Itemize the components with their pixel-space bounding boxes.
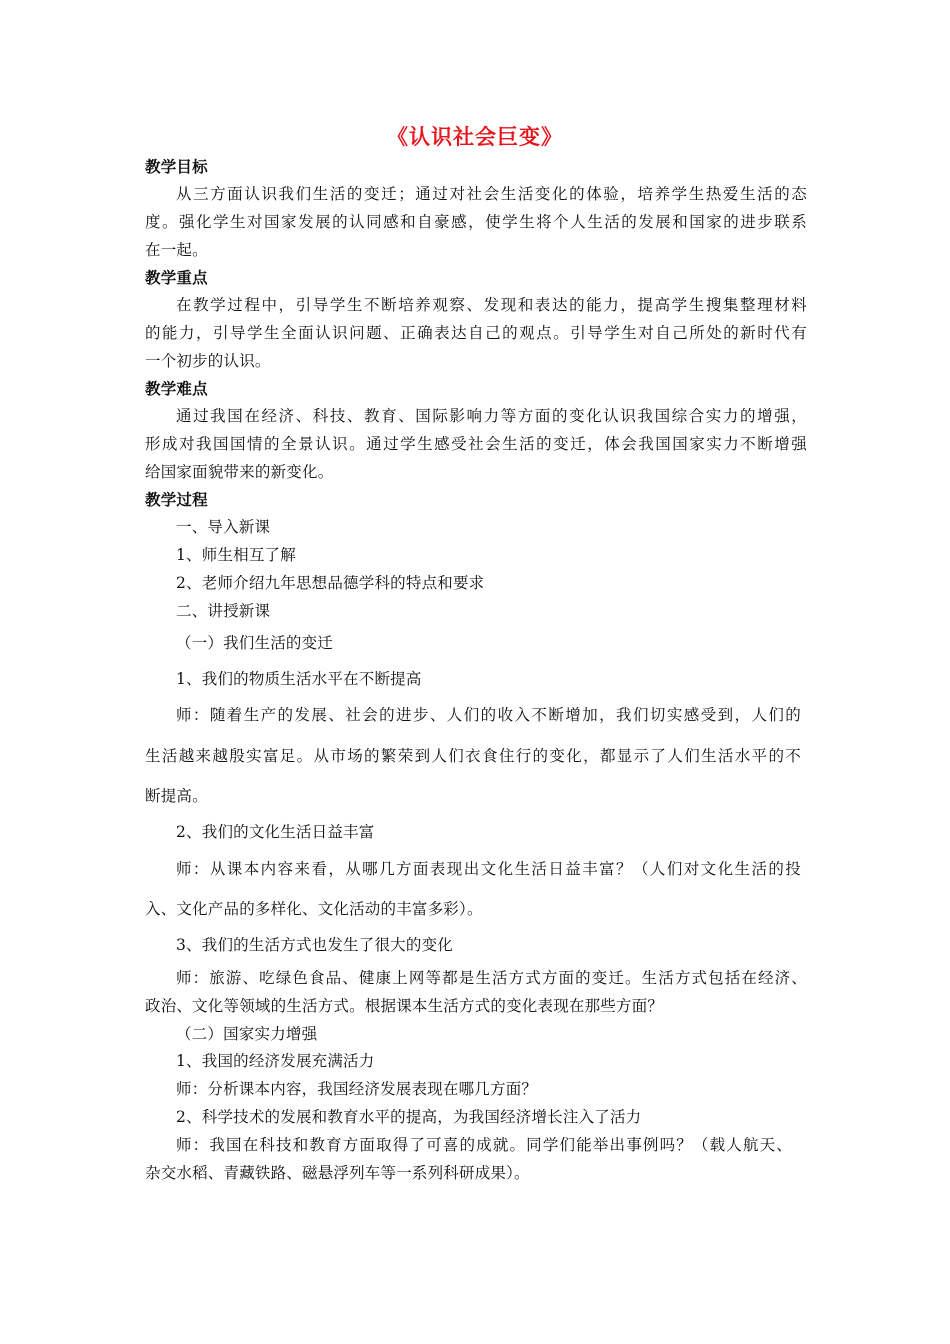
process-line: 断提高。 <box>145 787 208 805</box>
heading-key-points: 教学重点 <box>145 269 208 287</box>
paragraph-line: 给国家面貌带来的新变化。 <box>145 463 334 481</box>
heading-teaching-process: 教学过程 <box>145 491 208 509</box>
process-line: 3、我们的生活方式也发生了很大的变化 <box>176 936 453 954</box>
process-line: 二、讲授新课 <box>176 602 271 620</box>
paragraph-line: 从三方面认识我们生活的变迁；通过对社会生活变化的体验，培养学生热爱生活的态 <box>176 185 807 203</box>
paragraph-line: 在一起。 <box>145 241 208 259</box>
process-line: 师：旅游、吃绿色食品、健康上网等都是生活方式方面的变迁。生活方式包括在经济、 <box>176 969 807 987</box>
paragraph-line: 形成对我国国情的全景认识。通过学生感受社会生活的变迁，体会我国国家实力不断增强 <box>145 435 807 453</box>
paragraph-line: 的能力，引导学生全面认识问题、正确表达自己的观点。引导学生对自己所处的新时代有 <box>145 324 807 342</box>
process-line: 师：从课本内容来看，从哪几方面表现出文化生活日益丰富？（人们对文化生活的投 <box>176 860 801 878</box>
process-line: 1、我国的经济发展充满活力 <box>176 1052 375 1070</box>
process-line: 政治、文化等领域的生活方式。根据课本生活方式的变化表现在那些方面？ <box>145 997 664 1015</box>
heading-teaching-goals: 教学目标 <box>145 158 208 176</box>
process-line: 2、老师介绍九年思想品德学科的特点和要求 <box>176 574 485 592</box>
paragraph-line: 一个初步的认识。 <box>145 352 271 370</box>
process-line: 一、导入新课 <box>176 518 271 536</box>
process-line: 2、我们的文化生活日益丰富 <box>176 823 375 841</box>
process-line: 师：分析课本内容，我国经济发展表现在哪几方面？ <box>176 1080 538 1098</box>
paragraph-line: 通过我国在经济、科技、教育、国际影响力等方面的变化认识我国综合实力的增强， <box>176 407 807 425</box>
process-line: 师：我国在科技和教育方面取得了可喜的成就。同学们能举出事例吗？（载人航天、 <box>176 1136 792 1154</box>
process-line: 1、师生相互了解 <box>176 546 296 564</box>
process-line: （一）我们生活的变迁 <box>176 634 334 652</box>
process-line: 2、科学技术的发展和教育水平的提高，为我国经济增长注入了活力 <box>176 1108 642 1126</box>
process-line: 杂交水稻、青藏铁路、磁悬浮列车等一系列科研成果）。 <box>145 1164 530 1182</box>
process-line: 生活越来越殷实富足。从市场的繁荣到人们衣食住行的变化，都显示了人们生活水平的不 <box>145 747 801 765</box>
process-line: （二）国家实力增强 <box>176 1025 318 1043</box>
process-line: 师：随着生产的发展、社会的进步、人们的收入不断增加，我们切实感受到，人们的 <box>176 706 801 724</box>
heading-difficult-points: 教学难点 <box>145 380 208 398</box>
process-line: 1、我们的物质生活水平在不断提高 <box>176 670 422 688</box>
process-line: 入、文化产品的多样化、文化活动的丰富多彩）。 <box>145 900 483 918</box>
document-title: 《认识社会巨变》 <box>387 125 563 149</box>
paragraph-line: 度。强化学生对国家发展的认同感和自豪感，使学生将个人生活的发展和国家的进步联系 <box>145 213 807 231</box>
paragraph-line: 在教学过程中，引导学生不断培养观察、发现和表达的能力，提高学生搜集整理材料 <box>176 296 807 314</box>
